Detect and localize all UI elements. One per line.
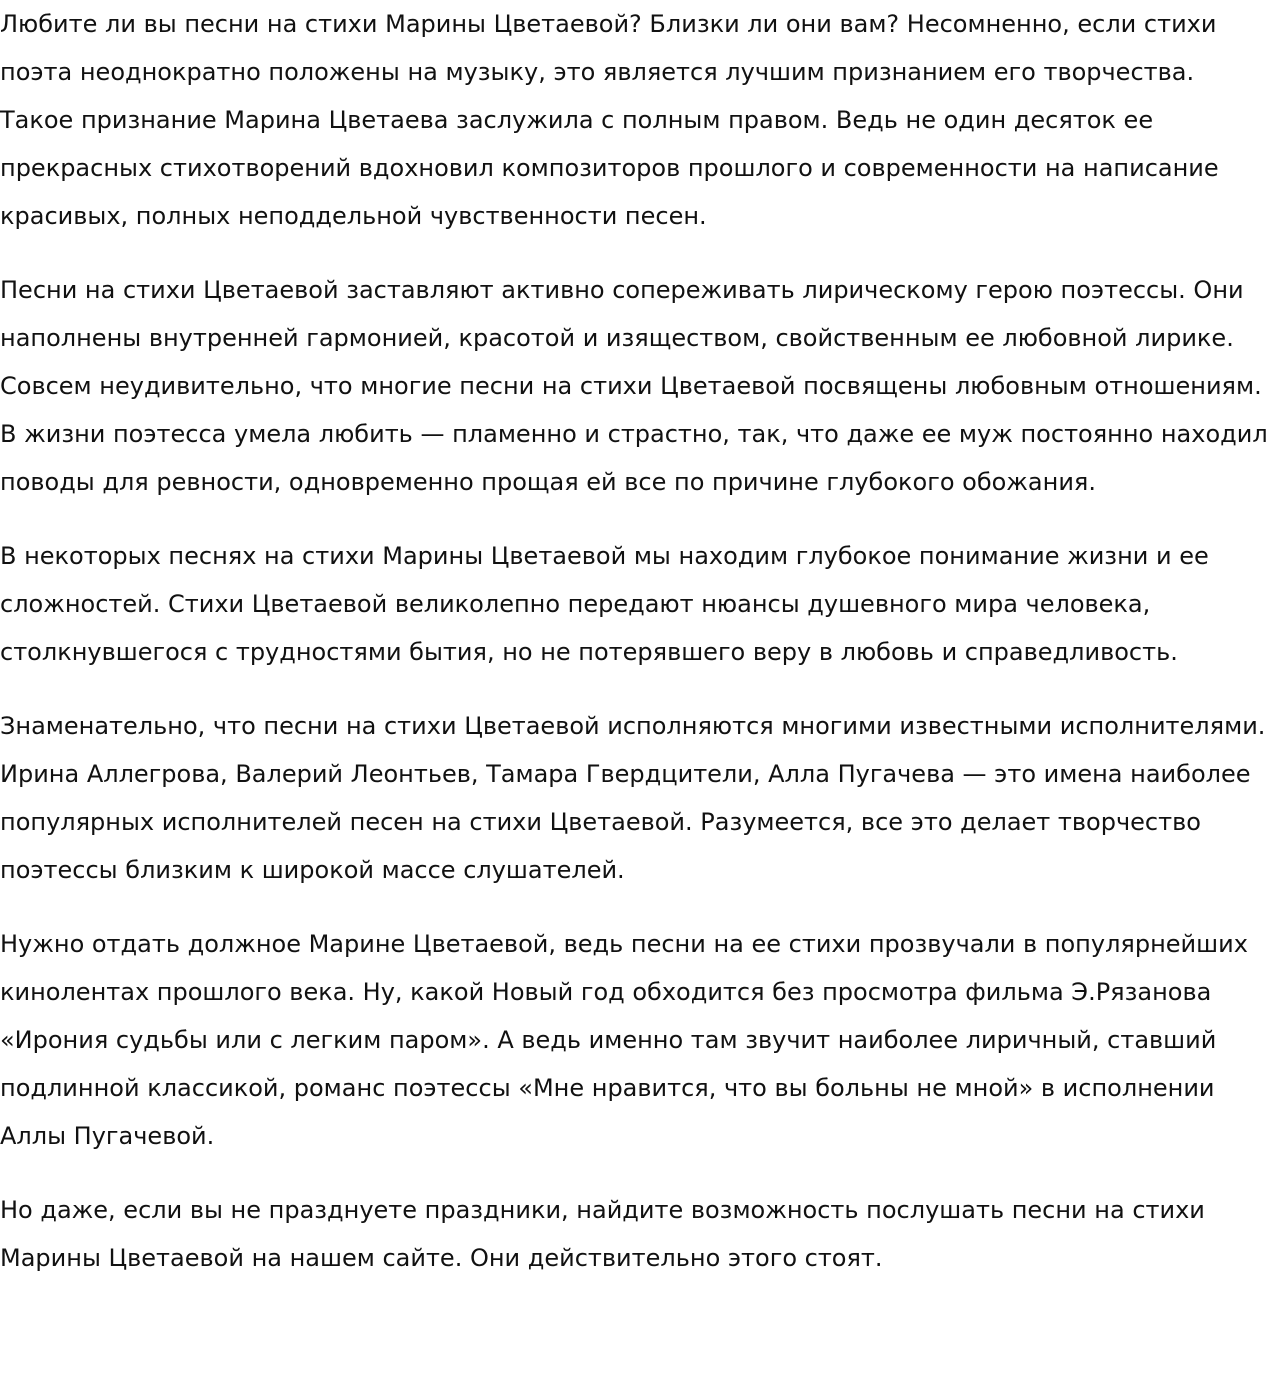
article-paragraph-2: Песни на стихи Цветаевой заставляют активно сопереживать лирическому герою поэтессы. Они наполнены внутренней гармонией, красотой и изяществом, свойственным ее любовной лирике. Совсем неудивительно, что многие песни на стихи Цветаевой посвящены любовным отношениям. В жизни поэтесса умела любить — пламенно и страстно, так, что даже ее муж постоянно находил поводы для ревности, одновременно прощая ей все по причине глубокого обожания. [0,276,1268,496]
article-paragraph-3: В некоторых песнях на стихи Марины Цветаевой мы находим глубокое понимание жизни и ее сложностей. Стихи Цветаевой великолепно передают нюансы душевного мира человека, столкнувшегося с трудностями бытия, но не потерявшего веру в любовь и справедливость. [0,542,1209,666]
article-paragraph-4: Знаменательно, что песни на стихи Цветаевой исполняются многими известными исполнителями. Ирина Аллегрова, Валерий Леонтьев, Тамара Гвердцители, Алла Пугачева — это имена наиболее популярных исполнителей песен на стихи Цветаевой. Разумеется, все это делает творчество поэтессы близким к широкой массе слушателей. [0,712,1266,884]
article-paragraph-1: Любите ли вы песни на стихи Марины Цветаевой? Близки ли они вам? Несомненно, если стихи поэта неоднократно положены на музыку, это является лучшим признанием его творчества. Такое признание Марина Цветаева заслужила с полным правом. Ведь не один десяток ее прекрасных стихотворений вдохновил композиторов прошлого и современности на написание красивых, полных неподдельной чувственности песен. [0,10,1219,230]
article-paragraph-6: Но даже, если вы не празднуете праздники, найдите возможность послушать песни на стихи Марины Цветаевой на нашем сайте. Они действительно этого стоят. [0,1196,1205,1272]
article-paragraph-5: Нужно отдать должное Марине Цветаевой, ведь песни на ее стихи прозвучали в популярнейших кинолентах прошлого века. Ну, какой Новый год обходится без просмотра фильма Э.Рязанова «Ирония судьбы или с легким паром». А ведь именно там звучит наиболее лиричный, ставший подлинной классикой, романс поэтессы «Мне нравится, что вы больны не мной» в исполнении Аллы Пугачевой. [0,930,1248,1150]
